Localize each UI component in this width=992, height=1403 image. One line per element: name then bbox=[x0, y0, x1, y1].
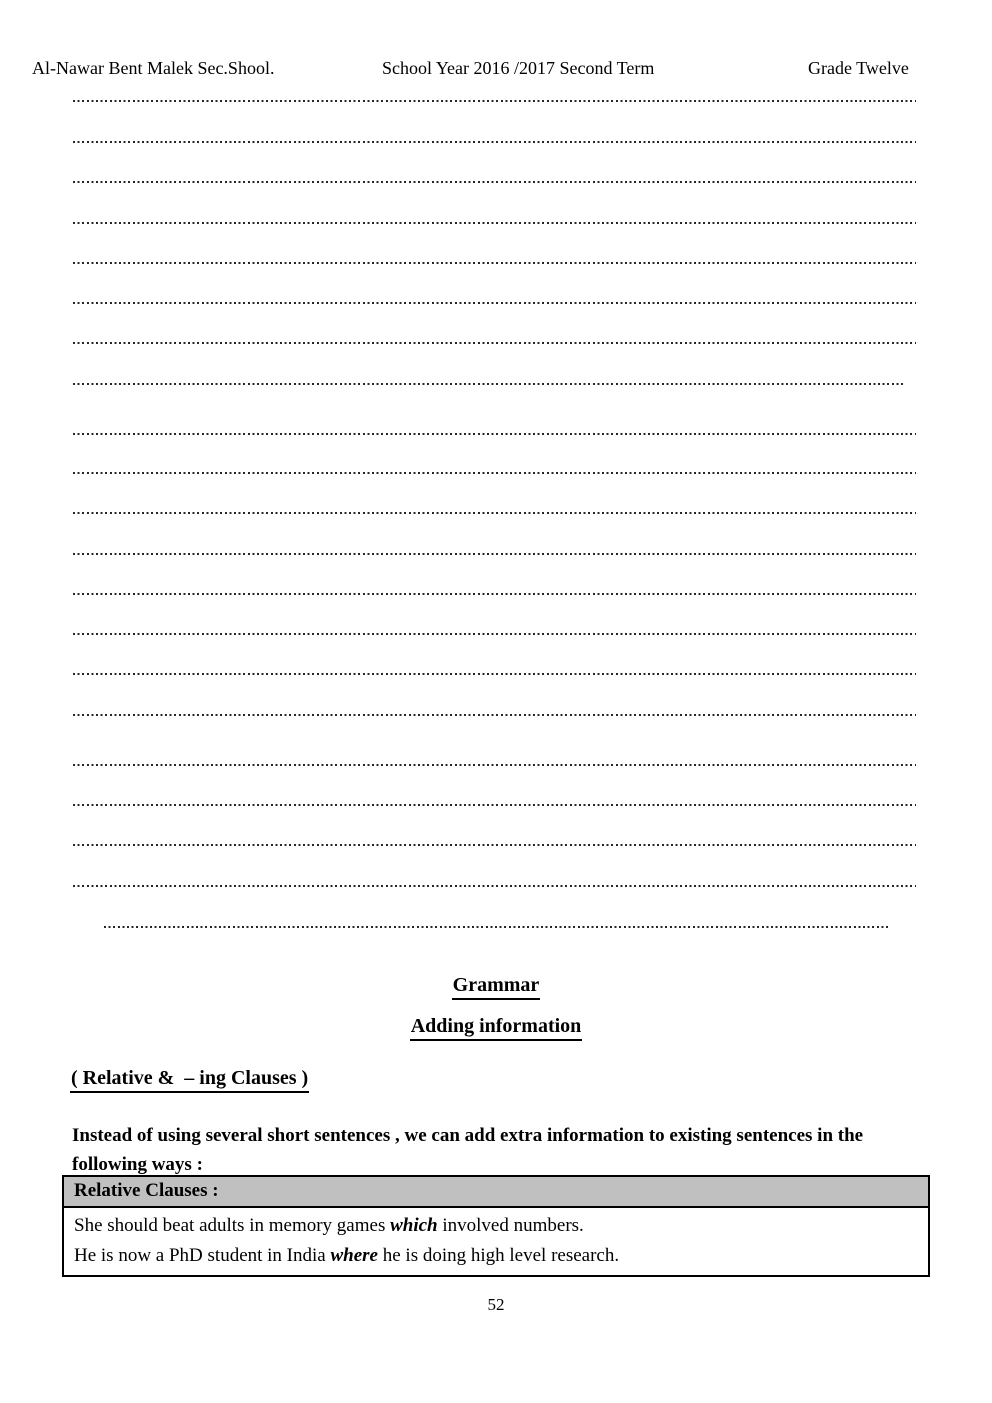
dotted-writing-line bbox=[73, 383, 903, 385]
dotted-writing-line bbox=[73, 302, 916, 304]
dotted-writing-line bbox=[73, 633, 916, 635]
adding-information-heading-text: Adding information bbox=[410, 1015, 583, 1041]
dotted-writing-line bbox=[73, 222, 916, 224]
grammar-heading bbox=[0, 974, 992, 997]
dotted-writing-line bbox=[73, 804, 916, 806]
relative-ing-clauses-heading-text: ( Relative & – ing Clauses ) bbox=[70, 1067, 309, 1093]
school-year: School Year 2016 /2017 Second Term bbox=[382, 58, 655, 78]
dotted-writing-line bbox=[73, 100, 916, 102]
dotted-writing-line bbox=[73, 593, 916, 595]
table-row bbox=[64, 1241, 928, 1271]
adding-information-heading bbox=[0, 1015, 992, 1038]
intro-paragraph: Instead of using several short sentences , we can add extra information to existing sentences in the following ways : bbox=[72, 1125, 868, 1175]
relative-ing-clauses-heading bbox=[70, 1067, 309, 1090]
relative-clauses-table bbox=[62, 1175, 930, 1277]
dotted-writing-line bbox=[73, 885, 916, 887]
sentence-prefix: She should beat adults in memory games bbox=[74, 1215, 391, 1236]
dotted-writing-line bbox=[73, 512, 916, 514]
dotted-writing-line bbox=[73, 553, 916, 555]
dotted-writing-line bbox=[73, 714, 916, 716]
dotted-writing-line bbox=[73, 181, 916, 183]
keyword-where: where bbox=[330, 1245, 378, 1266]
dotted-writing-line bbox=[73, 673, 916, 675]
dotted-writing-line bbox=[73, 342, 916, 344]
sentence-suffix: involved numbers. bbox=[437, 1215, 584, 1236]
keyword-which: which bbox=[390, 1215, 438, 1236]
sentence-prefix: He is now a PhD student in India bbox=[74, 1245, 331, 1266]
table-header: Relative Clauses : bbox=[64, 1177, 928, 1208]
sentence-suffix: he is doing high level research. bbox=[377, 1245, 620, 1266]
dotted-writing-line bbox=[73, 433, 916, 435]
school-name: Al-Nawar Bent Malek Sec.Shool. bbox=[32, 58, 275, 78]
dotted-writing-line bbox=[73, 141, 916, 143]
table-body bbox=[64, 1208, 928, 1275]
grammar-heading-text: Grammar bbox=[452, 974, 541, 1000]
dotted-writing-line bbox=[73, 472, 916, 474]
dotted-writing-line bbox=[104, 926, 889, 928]
dotted-writing-line bbox=[73, 844, 916, 846]
grade-label: Grade Twelve bbox=[808, 58, 909, 78]
dotted-writing-line bbox=[73, 764, 916, 766]
table-row bbox=[64, 1211, 928, 1241]
page-number: 52 bbox=[487, 1295, 505, 1314]
dotted-writing-line bbox=[73, 262, 916, 264]
